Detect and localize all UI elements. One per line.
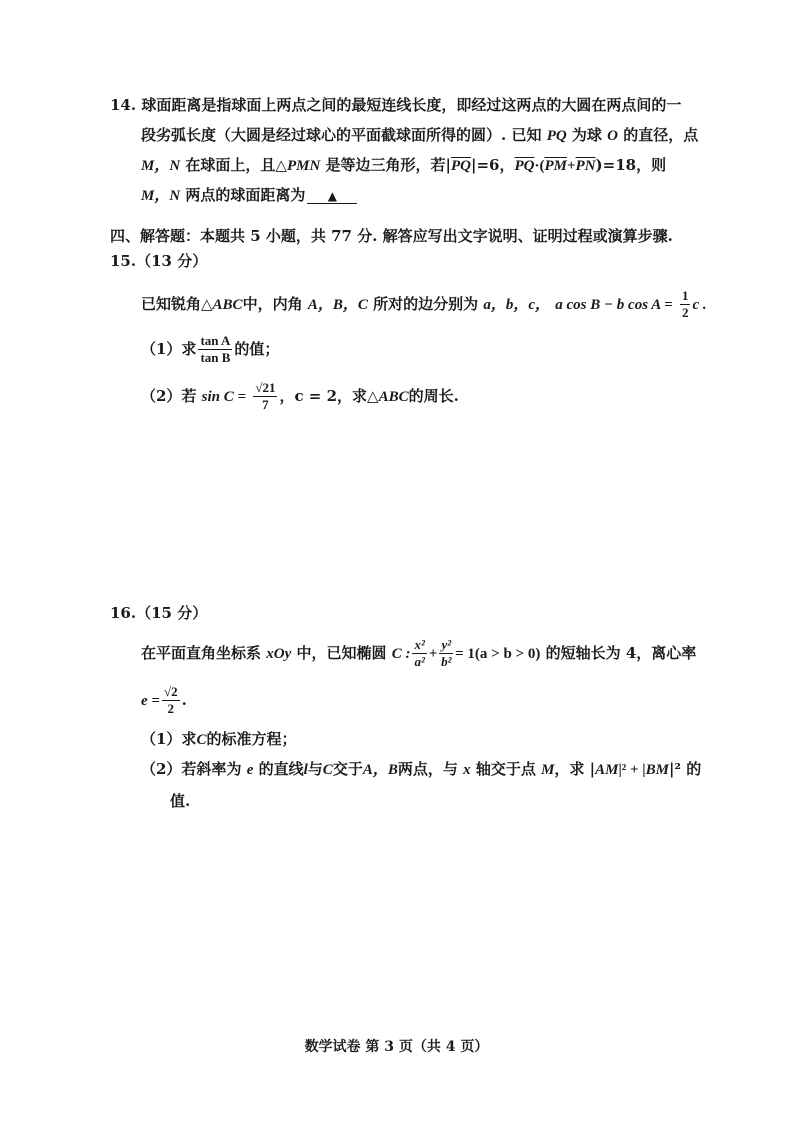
q16-condition: = 1(a > b > 0) (455, 645, 541, 662)
q16-p2-i: |² 的 (668, 760, 702, 778)
section-4-title: 四、解答题：本题共 5 小题，共 77 分. 解答应写出文字说明、证明过程或演算步骤. (110, 227, 673, 245)
frac-den: 2 (681, 305, 689, 321)
q14-expr-pq: $\overline{PQ}$ (514, 158, 535, 174)
q14-pmn: PMN (286, 158, 321, 174)
q16-y-frac (439, 638, 453, 670)
page-footer: 数学试卷 第 3 页（共 4 页） (304, 1039, 489, 1055)
q15-stem (141, 289, 707, 321)
q16-p2-x: x (463, 762, 471, 778)
q16-p2-a: （2）若斜率为 (141, 760, 242, 778)
q16-stem-end: 的短轴长为 4，离心率 (545, 643, 697, 662)
q16-header: 16.（15 分） (110, 604, 208, 622)
q14-expr-plus: + (566, 158, 576, 174)
frac-num: y² (439, 638, 453, 654)
q16-e-fraction (162, 685, 180, 717)
q16-p2-e: e (246, 762, 254, 778)
frac-num: 1 (680, 289, 691, 305)
q16-p2-ab: A，B (362, 762, 398, 778)
q16-p2-f: 轴交于点 (475, 760, 536, 778)
q16-part-2 (141, 762, 701, 778)
q16-p1-c: C (196, 732, 207, 748)
frac-num: √2 (162, 685, 180, 701)
q14-line-1 (110, 98, 681, 113)
q16-c-label: C : (391, 645, 411, 662)
q14-number: 14. (110, 96, 137, 114)
q16-p2-d: 交于 (332, 760, 363, 778)
q16-p2-h: |² + | (618, 762, 646, 778)
frac-num: tan A (198, 334, 232, 350)
q16-p2-c: 与 (307, 760, 323, 778)
frac-den: 2 (167, 701, 175, 717)
q16-e-end: . (181, 690, 187, 709)
q14-answer-blank[interactable] (307, 188, 357, 204)
q14-mn-2: M，N (141, 188, 181, 204)
q16-xoy: xOy (266, 645, 292, 662)
q15-stem-c: 所对的边分别为 (373, 294, 479, 313)
q14-text-3c: |=6， (471, 156, 515, 174)
q16-p2-m: M (541, 762, 555, 778)
q16-p2-g: ，求 | (554, 760, 596, 778)
q14-pq: PQ (546, 128, 567, 144)
q15-part-1 (141, 334, 279, 366)
q15-header: 15.（13 分） (110, 252, 208, 270)
q16-p2-b: 的直线 (258, 760, 304, 778)
frac-den: tan B (200, 350, 231, 366)
triangle-mark-icon: ▲ (327, 189, 338, 203)
q15-angles: A，B，C (307, 296, 368, 313)
q14-line-3 (141, 158, 666, 174)
q16-e-label: e = (141, 692, 160, 709)
q15-p2-label: （2）若 (141, 386, 197, 405)
q15-p1-label: （1）求 (141, 339, 197, 358)
q14-text-2c: 的直径，点 (623, 126, 699, 144)
q15-stem-b: 中，内角 (242, 294, 303, 313)
q15-sin-c: sin C = (201, 388, 247, 405)
q16-stem (141, 638, 696, 670)
q14-expr-pn: $\overline{PN}$ (575, 158, 596, 174)
q16-p2-e2: 两点，与 (397, 760, 458, 778)
q15-tan-ratio (198, 334, 232, 366)
q16-p2-cc: C (322, 762, 333, 778)
q16-part-1 (141, 732, 296, 748)
q15-abc-2: ABC (378, 388, 409, 405)
q16-p1-end: 的标准方程； (206, 730, 297, 748)
q15-stem-a: 已知锐角△ (141, 294, 213, 313)
q15-p2-c: ，c = 2，求△ (279, 386, 379, 405)
q16-p2-am: AM (595, 762, 619, 778)
frac-den: a² (414, 654, 425, 670)
q16-p2-l: l (303, 762, 308, 778)
q14-line-2 (141, 128, 698, 144)
q14-pq-vector: $\overline{PQ}$ (451, 158, 471, 174)
q15-sides: a，b，c， (483, 296, 550, 313)
q16-stem-a: 在平面直角坐标系 (141, 643, 262, 662)
q14-expr-dot: ·( (534, 158, 545, 174)
q16-eccentricity (141, 685, 187, 717)
q16-p2-bm: BM (645, 762, 669, 778)
frac-num: x² (412, 638, 426, 654)
q16-part-2-cont: 值. (170, 792, 191, 810)
q15-fraction-half (680, 289, 691, 321)
q14-expr-end: )=18，则 (595, 156, 667, 174)
q16-plus: + (428, 645, 438, 662)
frac-den: 7 (262, 397, 269, 413)
q16-p1-label: （1）求 (141, 730, 197, 748)
q14-text-2: 段劣弧长度（大圆是经过球心的平面截球面所得的圆）. 已知 (141, 126, 542, 144)
frac-den: b² (441, 654, 452, 670)
q15-abc: ABC (212, 296, 243, 313)
q16-stem-b: 中，已知椭圆 (296, 643, 387, 662)
q14-o: O (607, 128, 619, 144)
q16-x-frac (412, 638, 426, 670)
q14-mn: M，N (141, 158, 181, 174)
q14-text-4: 两点的球面距离为 (185, 186, 306, 204)
q15-eq-end: c . (692, 296, 707, 313)
q15-p1-end: 的值； (234, 339, 280, 358)
q15-part-2 (141, 381, 459, 413)
frac-num: √21 (253, 381, 277, 397)
q15-p2-end: 的周长. (408, 386, 459, 405)
q14-text-2b: 为球 (571, 126, 602, 144)
q14-text-1: 球面距离是指球面上两点之间的最短连线长度，即经过这两点的大圆在两点间的一 (141, 96, 682, 114)
q15-sqrt21-fraction (253, 381, 277, 413)
q14-expr-pm: $\overline{PM}$ (544, 158, 567, 174)
q14-text-3a: 在球面上，且△ (185, 156, 287, 174)
q14-text-3b: 是等边三角形，若| (325, 156, 451, 174)
q14-line-4 (141, 188, 357, 204)
q15-equation: a cos B − b cos A = (555, 296, 673, 313)
